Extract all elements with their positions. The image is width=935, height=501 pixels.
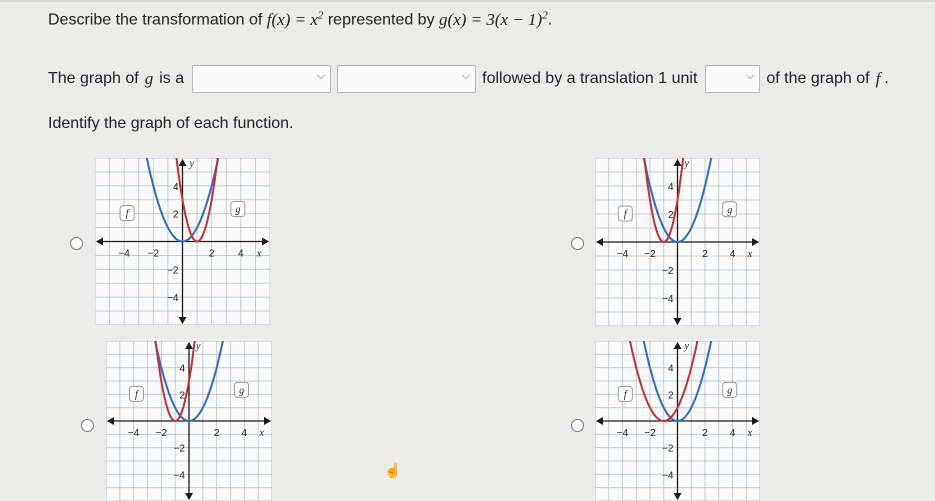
x-tick-label: −4 bbox=[127, 428, 140, 439]
chevron-down-icon: ⌵ bbox=[746, 70, 755, 82]
x-axis-label: x bbox=[747, 249, 753, 260]
x-tick-label: 2 bbox=[208, 248, 215, 260]
x-tick-label: −2 bbox=[644, 428, 656, 439]
x-axis-label: x bbox=[259, 428, 265, 439]
x-tick-label: 4 bbox=[241, 428, 248, 439]
sentence-part1: The graph of bbox=[48, 70, 139, 87]
sentence-part4: of the graph of bbox=[766, 70, 870, 87]
transformation-dropdown-1[interactable] bbox=[192, 65, 331, 93]
g-symbol: g bbox=[144, 69, 154, 88]
g-label: g bbox=[727, 385, 733, 397]
g-expression: $g(x) = 3(x - 1)^2$ bbox=[439, 9, 548, 29]
y-tick-label: −2 bbox=[662, 266, 674, 277]
g-label: g bbox=[235, 204, 241, 216]
graph-option-d[interactable] bbox=[595, 341, 760, 501]
x-tick-label: −4 bbox=[616, 249, 629, 260]
x-axis-label: x bbox=[256, 248, 262, 260]
f-expression: $f(x) = x^2$ bbox=[266, 9, 324, 29]
sentence-part2: is a bbox=[159, 70, 185, 87]
y-tick-label: 2 bbox=[667, 210, 674, 221]
answer-sentence: The graph of g is a ⌵ ⌵ followed by a translation 1 unit ⌵ of the graph of f . bbox=[48, 64, 889, 94]
x-tick-label: 2 bbox=[702, 428, 708, 439]
question-middle: represented by bbox=[327, 11, 435, 29]
x-tick-label: −4 bbox=[118, 248, 130, 260]
transformation-dropdown-2[interactable] bbox=[337, 65, 476, 93]
identify-instruction: Identify the graph of each function. bbox=[48, 115, 294, 132]
y-tick-label: 4 bbox=[667, 182, 674, 193]
question-prompt: Describe the transformation of $f(x) = x^2$ represented by $g(x) = 3(x - 1)^2$. bbox=[48, 9, 553, 29]
f-symbol: f bbox=[875, 69, 881, 88]
y-tick-label: −4 bbox=[173, 470, 185, 482]
x-tick-label: 4 bbox=[238, 248, 244, 260]
f-label: f bbox=[623, 389, 627, 401]
y-tick-label: −2 bbox=[173, 443, 185, 455]
x-tick-label: 2 bbox=[702, 249, 708, 260]
y-tick-label: −4 bbox=[662, 470, 674, 482]
y-tick-label: 2 bbox=[172, 209, 179, 221]
x-tick-label: −2 bbox=[644, 249, 656, 260]
y-tick-label: 4 bbox=[667, 363, 674, 375]
hand-cursor-icon: ☝ bbox=[384, 462, 402, 478]
question-prefix: Describe the transformation of bbox=[48, 11, 263, 29]
y-tick-label: −4 bbox=[662, 294, 674, 305]
g-label: g bbox=[239, 385, 245, 397]
x-tick-label: −4 bbox=[616, 428, 629, 439]
top-border bbox=[0, 0, 935, 2]
y-tick-label: −2 bbox=[662, 443, 674, 455]
y-tick-label: 4 bbox=[179, 363, 185, 375]
direction-dropdown[interactable] bbox=[705, 65, 760, 93]
x-tick-label: 2 bbox=[213, 428, 220, 439]
graph-option-b[interactable] bbox=[595, 158, 760, 326]
option-a-radio[interactable] bbox=[70, 237, 83, 250]
graph-option-c[interactable] bbox=[106, 341, 272, 501]
f-label: f bbox=[623, 209, 627, 220]
y-axis-label: y bbox=[189, 158, 194, 170]
option-d-radio[interactable] bbox=[571, 419, 584, 432]
g-label: g bbox=[727, 204, 733, 216]
f-label: f bbox=[125, 208, 129, 220]
y-axis-label: y bbox=[196, 341, 201, 352]
x-tick-label: 4 bbox=[729, 428, 736, 439]
y-tick-label: 2 bbox=[179, 390, 185, 402]
option-b-radio[interactable] bbox=[571, 237, 584, 250]
y-tick-label: −4 bbox=[167, 293, 179, 305]
y-axis-label: y bbox=[684, 341, 689, 352]
x-axis-label: x bbox=[747, 428, 753, 439]
chevron-down-icon: ⌵ bbox=[316, 70, 326, 82]
graph-option-a[interactable] bbox=[95, 158, 270, 325]
y-tick-label: −2 bbox=[167, 265, 179, 277]
y-tick-label: 2 bbox=[667, 390, 674, 402]
x-tick-label: −2 bbox=[155, 428, 168, 439]
f-label: f bbox=[135, 389, 138, 401]
y-axis-label: y bbox=[684, 158, 689, 170]
y-tick-label: 4 bbox=[172, 181, 179, 193]
option-c-radio[interactable] bbox=[81, 419, 94, 432]
x-tick-label: 4 bbox=[729, 249, 736, 260]
chevron-down-icon: ⌵ bbox=[461, 70, 471, 82]
sentence-part3: followed by a translation 1 unit bbox=[482, 70, 698, 87]
x-tick-label: −2 bbox=[147, 248, 160, 260]
